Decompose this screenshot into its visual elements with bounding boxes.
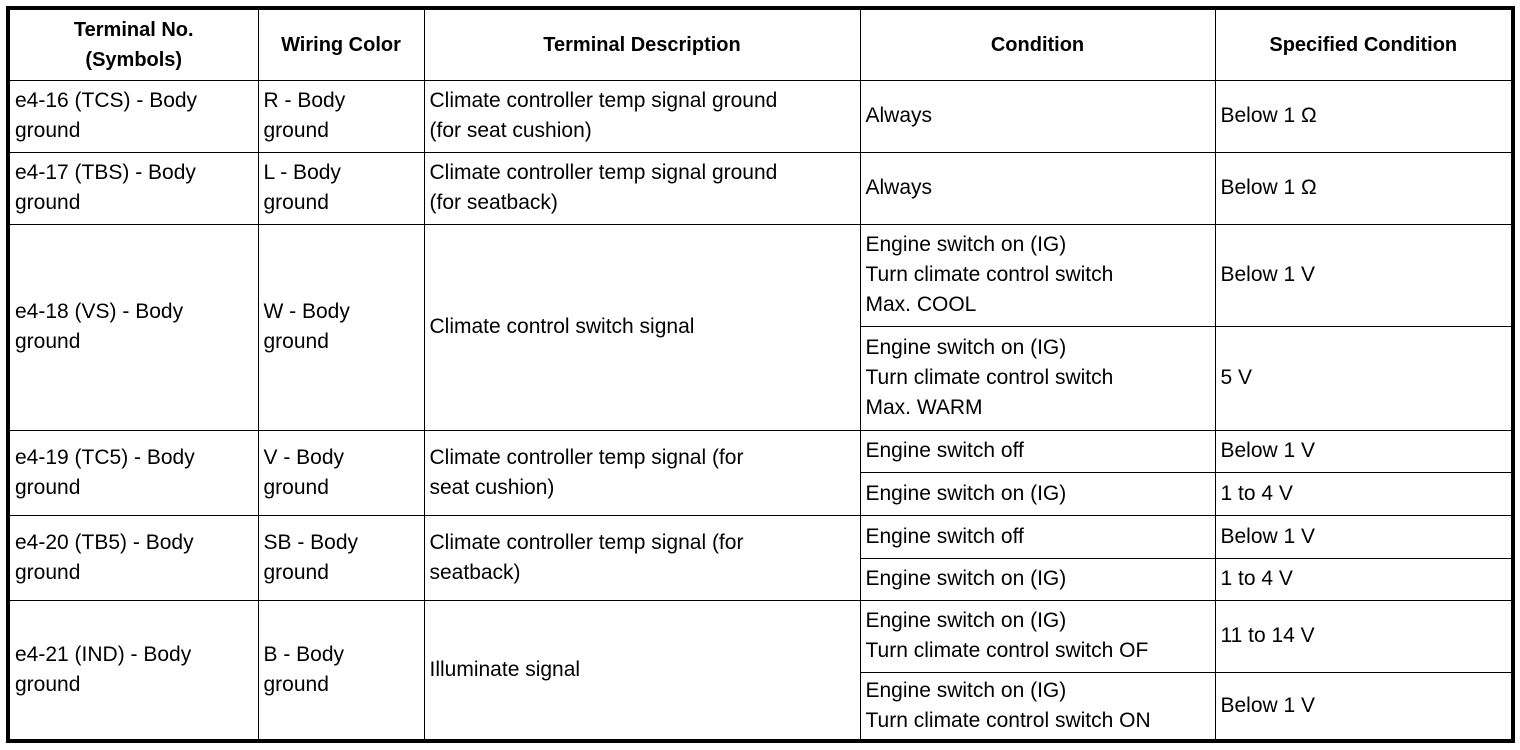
header-wiring-color: Wiring Color [258, 8, 424, 80]
terminal-cell: e4-21 (IND) - Body ground [8, 600, 258, 741]
condition-cell: Always [860, 152, 1215, 224]
specified-cell: Below 1 V [1215, 672, 1513, 741]
condition-cell: Engine switch on (IG) Turn climate control switch Max. COOL [860, 224, 1215, 326]
specified-cell: Below 1 V [1215, 430, 1513, 472]
terminal-cell: e4-18 (VS) - Body ground [8, 224, 258, 430]
header-row [8, 8, 1513, 80]
specified-cell: 1 to 4 V [1215, 558, 1513, 600]
spec-table-container [6, 6, 1511, 743]
condition-cell: Always [860, 80, 1215, 152]
table-row [8, 80, 1513, 152]
condition-cell: Engine switch on (IG) Turn climate control switch ON [860, 672, 1215, 741]
wiring-color-cell: SB - Body ground [258, 515, 424, 600]
table-row [8, 152, 1513, 224]
wiring-color-cell: R - Body ground [258, 80, 424, 152]
description-cell: Climate control switch signal [424, 224, 860, 430]
specified-cell: 1 to 4 V [1215, 472, 1513, 515]
terminal-cell: e4-20 (TB5) - Body ground [8, 515, 258, 600]
header-specified-condition: Specified Condition [1215, 8, 1513, 80]
specified-cell: Below 1 Ω [1215, 152, 1513, 224]
description-cell: Climate controller temp signal (for seatback) [424, 515, 860, 600]
description-cell: Illuminate signal [424, 600, 860, 741]
wiring-color-cell: L - Body ground [258, 152, 424, 224]
condition-cell: Engine switch off [860, 430, 1215, 472]
wiring-color-cell: B - Body ground [258, 600, 424, 741]
specified-cell: Below 1 V [1215, 224, 1513, 326]
table-row [8, 224, 1513, 326]
table-row [8, 515, 1513, 558]
wiring-color-cell: V - Body ground [258, 430, 424, 515]
specified-cell: Below 1 Ω [1215, 80, 1513, 152]
condition-cell: Engine switch on (IG) [860, 472, 1215, 515]
table-row [8, 600, 1513, 672]
description-cell: Climate controller temp signal ground (for seatback) [424, 152, 860, 224]
description-cell: Climate controller temp signal ground (for seat cushion) [424, 80, 860, 152]
specified-cell: 11 to 14 V [1215, 600, 1513, 672]
wiring-color-cell: W - Body ground [258, 224, 424, 430]
table-row [8, 430, 1513, 472]
terminal-cell: e4-17 (TBS) - Body ground [8, 152, 258, 224]
header-terminal-description: Terminal Description [424, 8, 860, 80]
header-terminal: Terminal No. (Symbols) [8, 8, 258, 80]
condition-cell: Engine switch on (IG) [860, 558, 1215, 600]
condition-cell: Engine switch off [860, 515, 1215, 558]
header-condition: Condition [860, 8, 1215, 80]
terminal-cell: e4-16 (TCS) - Body ground [8, 80, 258, 152]
terminal-cell: e4-19 (TC5) - Body ground [8, 430, 258, 515]
specified-cell: 5 V [1215, 326, 1513, 430]
specified-cell: Below 1 V [1215, 515, 1513, 558]
terminal-spec-table [6, 6, 1515, 743]
condition-cell: Engine switch on (IG) Turn climate control switch OF [860, 600, 1215, 672]
condition-cell: Engine switch on (IG) Turn climate control switch Max. WARM [860, 326, 1215, 430]
description-cell: Climate controller temp signal (for seat cushion) [424, 430, 860, 515]
